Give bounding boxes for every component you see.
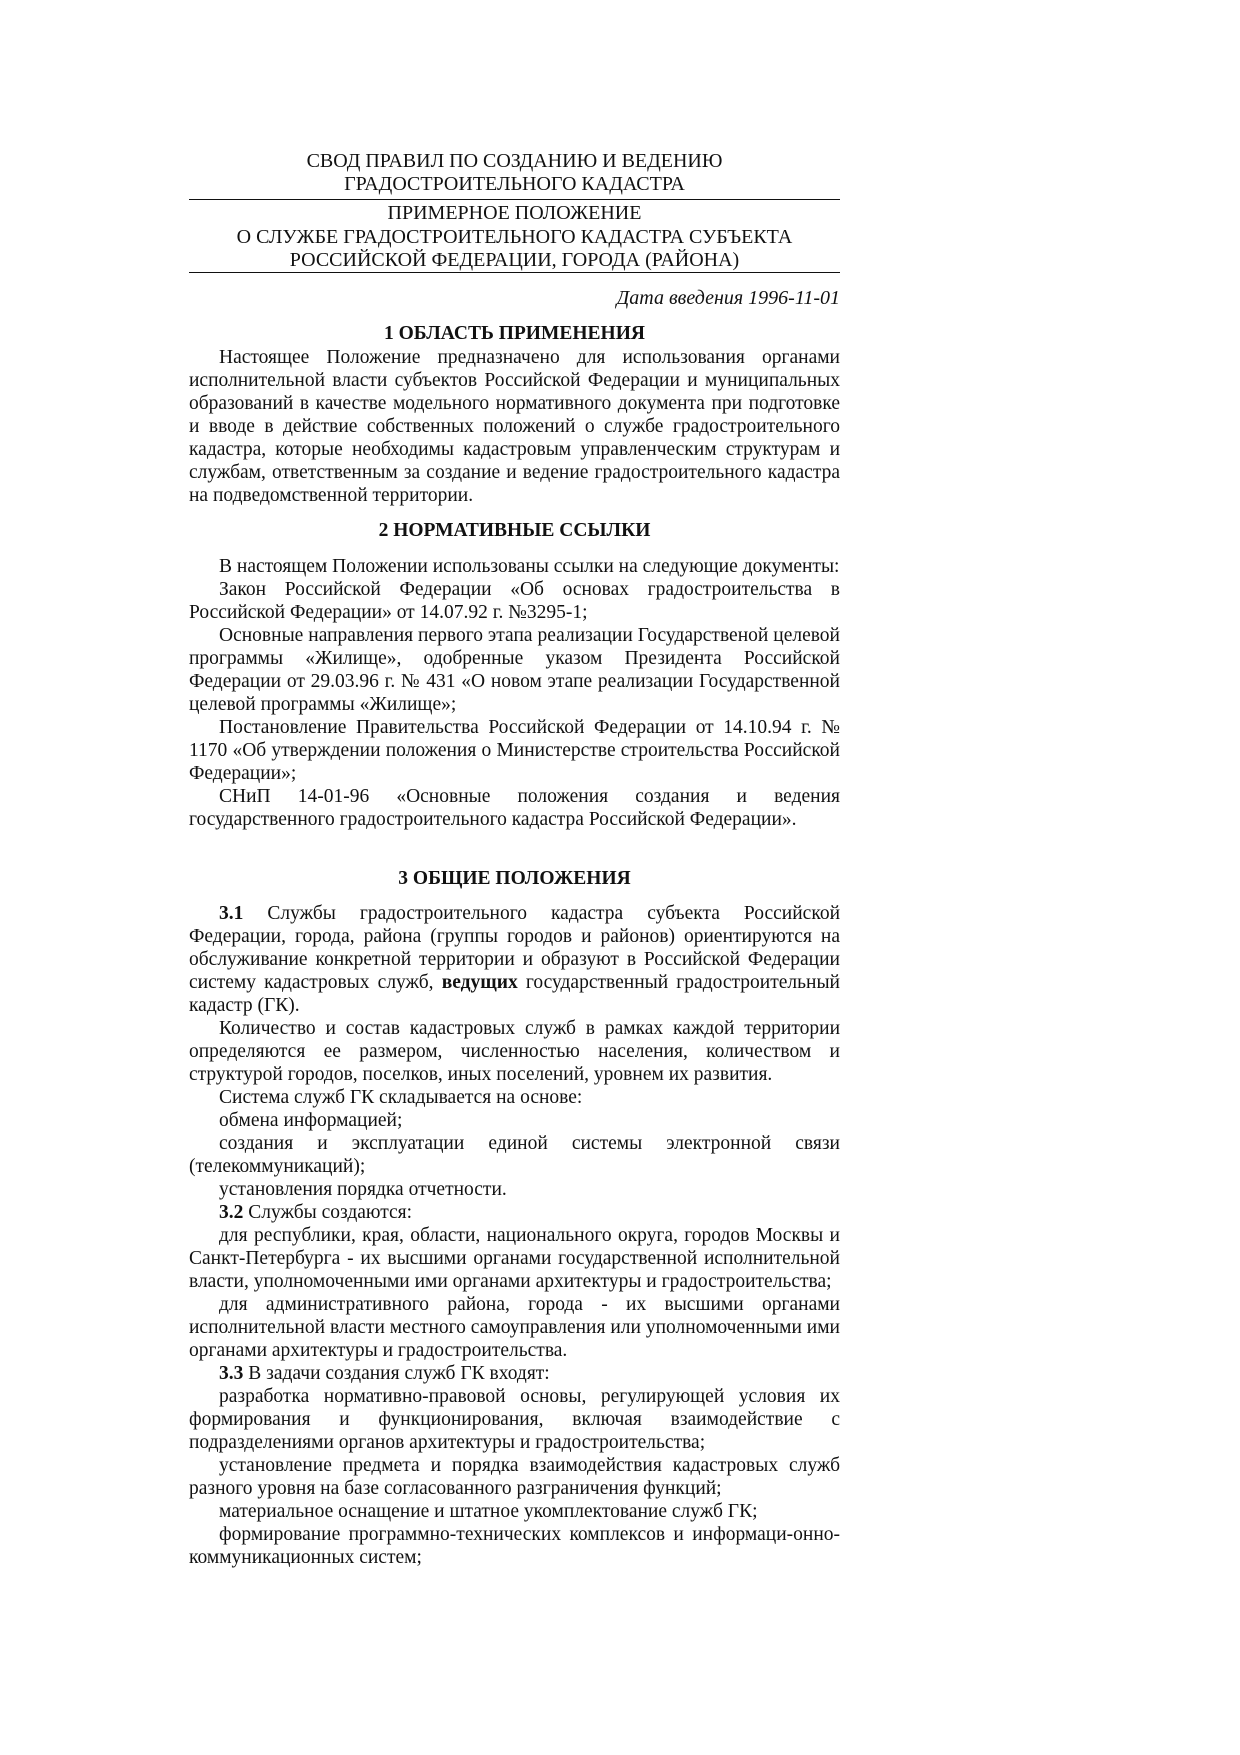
paragraph: для республики, края, области, национального округа, городов Москвы и Санкт-Петербурга - их высшими органами государственной исполнительной власти, уполномоченными ими органами архитектуры и градостроительства; xyxy=(189,1225,840,1292)
paragraph: материальное оснащение и штатное укомплектование служб ГК; xyxy=(219,1501,758,1522)
paragraph: В настоящем Положении использованы ссылки на следующие документы: xyxy=(219,556,840,577)
paragraph: Система служб ГК складывается на основе: xyxy=(219,1087,583,1108)
paragraph: обмена информацией; xyxy=(219,1110,403,1131)
title-line-2: ГРАДОСТРОИТЕЛЬНОГО КАДАСТРА xyxy=(344,173,685,195)
emphasis: ведущих xyxy=(441,972,518,993)
paragraph: Постановление Правительства Российской Федерации от 14.10.94 г. № 1170 «Об утверждении положения о Министерстве строительства Российской Федерации»; xyxy=(189,717,840,784)
paragraph: установления порядка отчетности. xyxy=(219,1179,507,1200)
paragraph: установление предмета и порядка взаимодействия кадастровых служб разного уровня на базе согласованного разграничения функций; xyxy=(189,1455,840,1499)
paragraph: СНиП 14-01-96 «Основные положения создания и ведения государственного градостроительного кадастра Российской Федерации». xyxy=(189,786,840,830)
paragraph: 3.3 В задачи создания служб ГК входят: xyxy=(219,1363,550,1384)
paragraph: 3.1 Службы градостроительного кадастра субъекта Российской Федерации, города, района (группы городов и районов) ориентируются на обслуживание конкретной территории и образуют в Российской Федерации систему кадастровых служб, ведущих государственный градостроительный кадастр (ГК). xyxy=(189,903,840,1016)
clause-number: 3.3 xyxy=(219,1363,244,1384)
paragraph: Настоящее Положение предназначено для использования органами исполнительной власти субъектов Российской Федерации и муниципальных образований в качестве модельного нормативного документа при подготовке и вводе в действие собственных положений о службе градостроительного кадастра, которые необходимы кадастровым управленческим структурам и службам, ответственным за создание и ведение градостроительного кадастра на подведомственной территории. xyxy=(189,347,840,506)
clause-number: 3.1 xyxy=(219,903,244,924)
paragraph: формирование программно-технических комплексов и информаци-онно-коммуникационных систем; xyxy=(189,1524,840,1568)
paragraph: Основные направления первого этапа реализации Государственой целевой программы «Жилище», одобренные указом Президента Российской Федерации от 29.03.96 г. № 431 «О новом этапе реализации Государственной целевой программы «Жилище»; xyxy=(189,625,840,715)
subtitle-line-1: ПРИМЕРНОЕ ПОЛОЖЕНИЕ xyxy=(387,202,642,224)
document-subtitle xyxy=(189,202,840,273)
subtitle-line-2: О СЛУЖБЕ ГРАДОСТРОИТЕЛЬНОГО КАДАСТРА СУБЪЕКТА xyxy=(236,225,793,248)
paragraph: разработка нормативно-правовой основы, регулирующей условия их формирования и функционирования, включая взаимодействие с подразделениями органов архитектуры и градостроительства; xyxy=(189,1386,840,1453)
title-rule-bottom xyxy=(189,272,840,273)
paragraph: для административного района, города - их высшими органами исполнительной власти местного самоуправления или уполномоченными ими органами архитектуры и градостроительства. xyxy=(189,1294,840,1361)
paragraph: создания и эксплуатации единой системы электронной связи (телекоммуникаций); xyxy=(189,1133,840,1177)
section-3-heading: 3 ОБЩИЕ ПОЛОЖЕНИЯ xyxy=(398,868,631,889)
document-title xyxy=(189,150,840,196)
paragraph: Закон Российской Федерации «Об основах градостроительства в Российской Федерации» от 14.07.92 г. №3295-1; xyxy=(189,579,840,623)
paragraph: 3.2 Службы создаются: xyxy=(219,1202,413,1223)
section-3-body xyxy=(189,902,840,1569)
paragraph: Количество и состав кадастровых служб в рамках каждой территории определяются ее размером, численностью населения, количеством и структурой городов, поселков, иных поселений, уровнем их развития. xyxy=(189,1018,840,1085)
title-rule-top xyxy=(189,199,840,200)
subtitle-line-3: РОССИЙСКОЙ ФЕДЕРАЦИИ, ГОРОДА (РАЙОНА) xyxy=(289,249,740,271)
section-2-body xyxy=(189,555,840,831)
clause-number: 3.2 xyxy=(219,1202,244,1223)
section-2-heading: 2 НОРМАТИВНЫЕ ССЫЛКИ xyxy=(378,520,651,541)
effective-date: Дата введения 1996-11-01 xyxy=(616,287,840,309)
section-1-body xyxy=(189,346,840,507)
title-line-1: СВОД ПРАВИЛ ПО СОЗДАНИЮ И ВЕДЕНИЮ xyxy=(306,150,723,172)
section-1-heading: 1 ОБЛАСТЬ ПРИМЕНЕНИЯ xyxy=(384,323,645,344)
